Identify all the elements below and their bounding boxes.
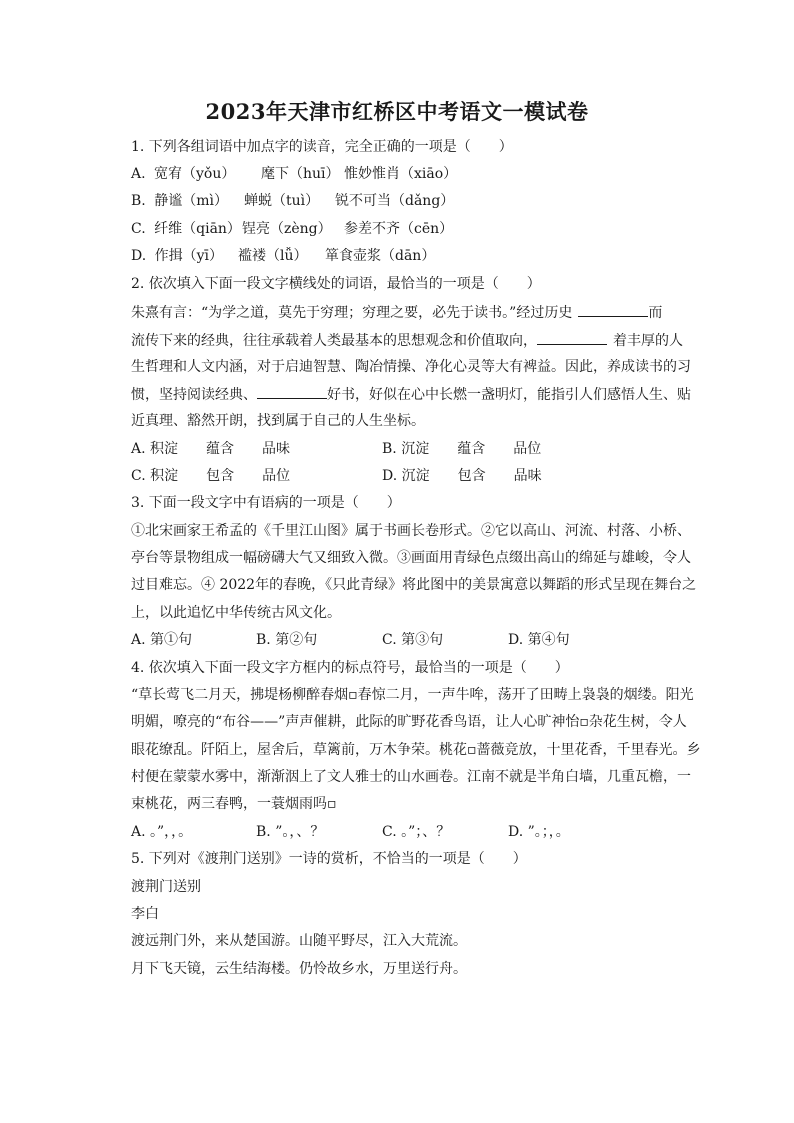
q1-option-a: A. 宽宥（yǒu） — [131, 166, 236, 182]
q4-option-d: D. ”。；，。 — [508, 824, 570, 840]
q1-option-c-word2: 锃亮（zèng） — [242, 221, 332, 237]
q1-option-b-word3: 锐不可当（dǎng） — [335, 193, 455, 209]
q4-option-a: A. 。”，，。 — [131, 824, 193, 840]
q1-option-a-word3: 惟妙惟肖（xiāo） — [344, 166, 458, 182]
q2-option-c: C. 积淀 包含 品位 — [131, 468, 291, 484]
q2-passage-line: 惯，坚持阅读经典、 好书，好似在心中长燃一盏明灯，能指引人们感悟人生、贴 — [131, 384, 691, 405]
q3-passage-line: 过目难忘。④ 2022年的春晚，《只此青绿》将此图中的美景寓意以舞蹈的形式呈现在舞台之 — [131, 577, 697, 593]
q2-option-a: A. 积淀 蕴含 品味 — [131, 441, 291, 457]
q4-passage-line: 明媚，嘹亮的“布谷——”声声催耕，此际的旷野花香鸟语，让人心旷神怡▫杂花生树，令人 — [131, 714, 687, 730]
q3-option-a: A. 第①句 — [131, 632, 193, 648]
q1-stem: 1. 下列各组词语中加点字的读音，完全正确的一项是（ ） — [131, 139, 513, 155]
q1-option-d: D. 作揖（yī） — [131, 248, 224, 264]
q2-passage-line: 朱熹有言：“为学之道，莫先于穷理；穷理之要，必先于读书。”经过历史 而 — [131, 302, 691, 323]
q2-option-d: D. 沉淀 包含 品味 — [382, 468, 542, 484]
q2-passage-line: 近真理、豁然开朗，找到属于自己的人生坐标。 — [131, 413, 425, 429]
q1-option-d-word3: 箪食壶浆（dān） — [325, 248, 436, 264]
q1-option-d-word2: 褴褛（lǚ） — [238, 248, 308, 264]
q5-poem-verse: 月下飞天镜，云生结海楼。仍怜故乡水，万里送行舟。 — [131, 961, 467, 977]
q1-option-b-word2: 蝉蜕（tuì） — [244, 193, 320, 209]
q5-poem-author: 李白 — [131, 906, 159, 922]
q1-option-a-word2: 麾下（huī） — [261, 166, 340, 182]
q1-option-c: C. 纤维（qiān） — [131, 221, 241, 237]
q5-poem-verse: 渡远荆门外，来从楚国游。山随平野尽，江入大荒流。 — [131, 933, 467, 949]
q2-passage-line: 流传下来的经典，往往承载着人类最基本的思想观念和价值取向， 着丰厚的人 — [131, 330, 691, 351]
q2-passage-line: 生哲理和人文内涵，对于启迪智慧、陶冶情操、净化心灵等大有裨益。因此，养成读书的习 — [131, 359, 691, 375]
q4-passage-line: 村便在蒙蒙水雾中，渐渐洇上了文人雅士的山水画卷。江南不就是半角白墙，几重瓦檐，一 — [131, 769, 691, 785]
q4-passage-line: “草长莺飞二月天，拂堤杨柳醉春烟▫春惊二月，一声牛哞，荡开了田畴上袅袅的烟缕。阳光 — [131, 687, 694, 703]
q3-stem: 3. 下面一段文字中有语病的一项是（ ） — [131, 495, 401, 511]
q2-blank-2 — [537, 330, 607, 345]
q1-option-b: B. 静谧（mì） — [131, 193, 228, 209]
q1-option-c-word3: 参差不齐（cēn） — [344, 221, 454, 237]
q2-blank-1 — [578, 302, 648, 317]
exam-title: 2023年天津市红桥区中考语文一模试卷 — [205, 99, 589, 124]
q2-blank-3 — [257, 384, 327, 399]
q4-option-c: C. 。”；、？ — [382, 824, 451, 840]
q4-passage-line: 眼花缭乱。阡陌上，屋舍后，草篱前，万木争荣。桃花▫蔷薇竞放，十里花香，千里春光。乡 — [131, 742, 701, 758]
q3-passage-line: 亭台等景物组成一幅磅礴大气又细致入微。③画面用青绿色点缀出高山的绵延与雄峻，令人 — [131, 550, 691, 566]
q3-option-d: D. 第④句 — [508, 632, 570, 648]
q2-stem: 2. 依次填入下面一段文字横线处的词语，最恰当的一项是（ ） — [131, 276, 541, 292]
q4-passage-line: 束桃花，两三春鸭，一蓑烟雨吗▫ — [131, 796, 337, 812]
q5-poem-title: 渡荆门送别 — [131, 879, 201, 895]
q4-stem: 4. 依次填入下面一段文字方框内的标点符号，最恰当的一项是（ ） — [131, 660, 569, 676]
q3-passage-line: 上，以此追忆中华传统古风文化。 — [131, 605, 341, 621]
q3-passage-line: ①北宋画家王希孟的《千里江山图》属于书画长卷形式。②它以高山、河流、村落、小桥、 — [131, 523, 691, 539]
q4-option-b: B. ”。，、？ — [256, 824, 325, 840]
q3-option-c: C. 第③句 — [382, 632, 444, 648]
q5-stem: 5. 下列对《渡荆门送别》一诗的赏析，不恰当的一项是（ ） — [131, 851, 527, 867]
q2-option-b: B. 沉淀 蕴含 品位 — [382, 441, 542, 457]
q3-option-b: B. 第②句 — [256, 632, 318, 648]
